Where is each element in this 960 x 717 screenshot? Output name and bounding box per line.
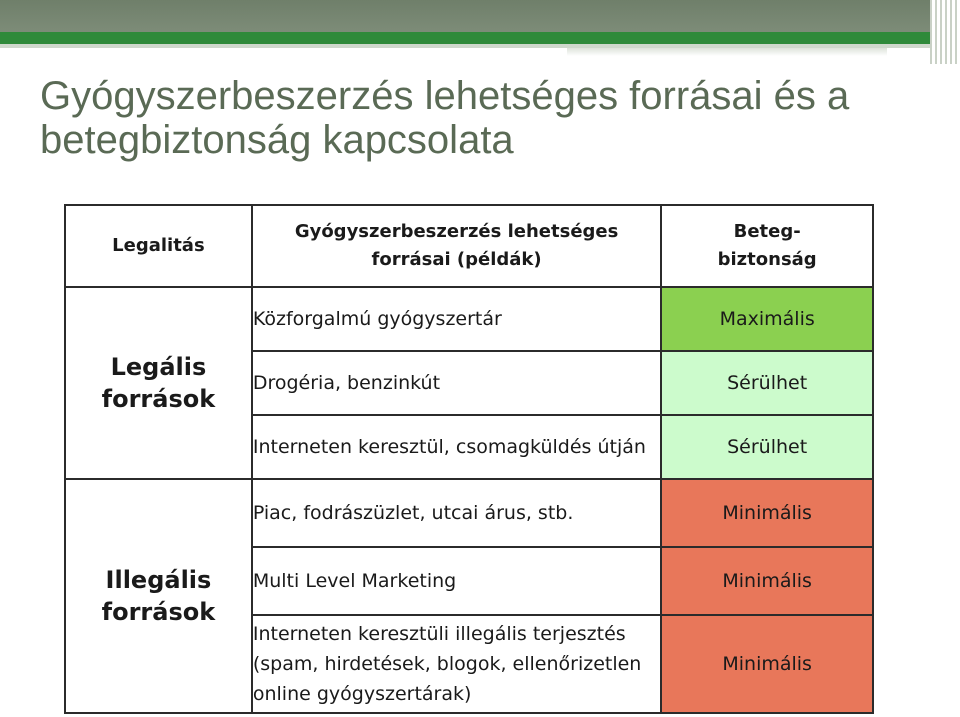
safety-cell: Sérülhet <box>661 351 873 415</box>
source-cell: Drogéria, benzinkút <box>252 351 661 415</box>
safety-cell: Minimális <box>661 479 873 547</box>
source-cell: Multi Level Marketing <box>252 547 661 615</box>
group-legal: Legális források <box>65 287 252 479</box>
slide-title: Gyógyszerbeszerzés lehetséges forrásai és a betegbiztonság kapcsolata <box>40 74 850 162</box>
header-sources: Gyógyszerbeszerzés lehetséges forrásai (példák) <box>252 205 661 287</box>
source-cell: Közforgalmú gyógyszertár <box>252 287 661 351</box>
safety-cell: Sérülhet <box>661 415 873 479</box>
top-banner <box>0 0 960 32</box>
sources-table <box>64 204 874 714</box>
table-row <box>65 479 873 547</box>
decorative-line <box>567 48 887 56</box>
top-banner-accent <box>0 32 960 44</box>
source-cell: Interneten keresztül, csomagküldés útján <box>252 415 661 479</box>
group-illegal: Illegális források <box>65 479 252 713</box>
safety-cell: Minimális <box>661 547 873 615</box>
safety-cell: Maximális <box>661 287 873 351</box>
header-safety: Beteg-biztonság <box>661 205 873 287</box>
decorative-stripes <box>930 0 960 64</box>
header-row <box>65 205 873 287</box>
source-cell: Piac, fodrászüzlet, utcai árus, stb. <box>252 479 661 547</box>
header-legality: Legalitás <box>65 205 252 287</box>
safety-cell: Minimális <box>661 615 873 713</box>
source-cell: Interneten keresztüli illegális terjesztés (spam, hirdetések, blogok, ellenőrizetlen online gyógyszertárak) <box>252 615 661 713</box>
table-row <box>65 287 873 351</box>
